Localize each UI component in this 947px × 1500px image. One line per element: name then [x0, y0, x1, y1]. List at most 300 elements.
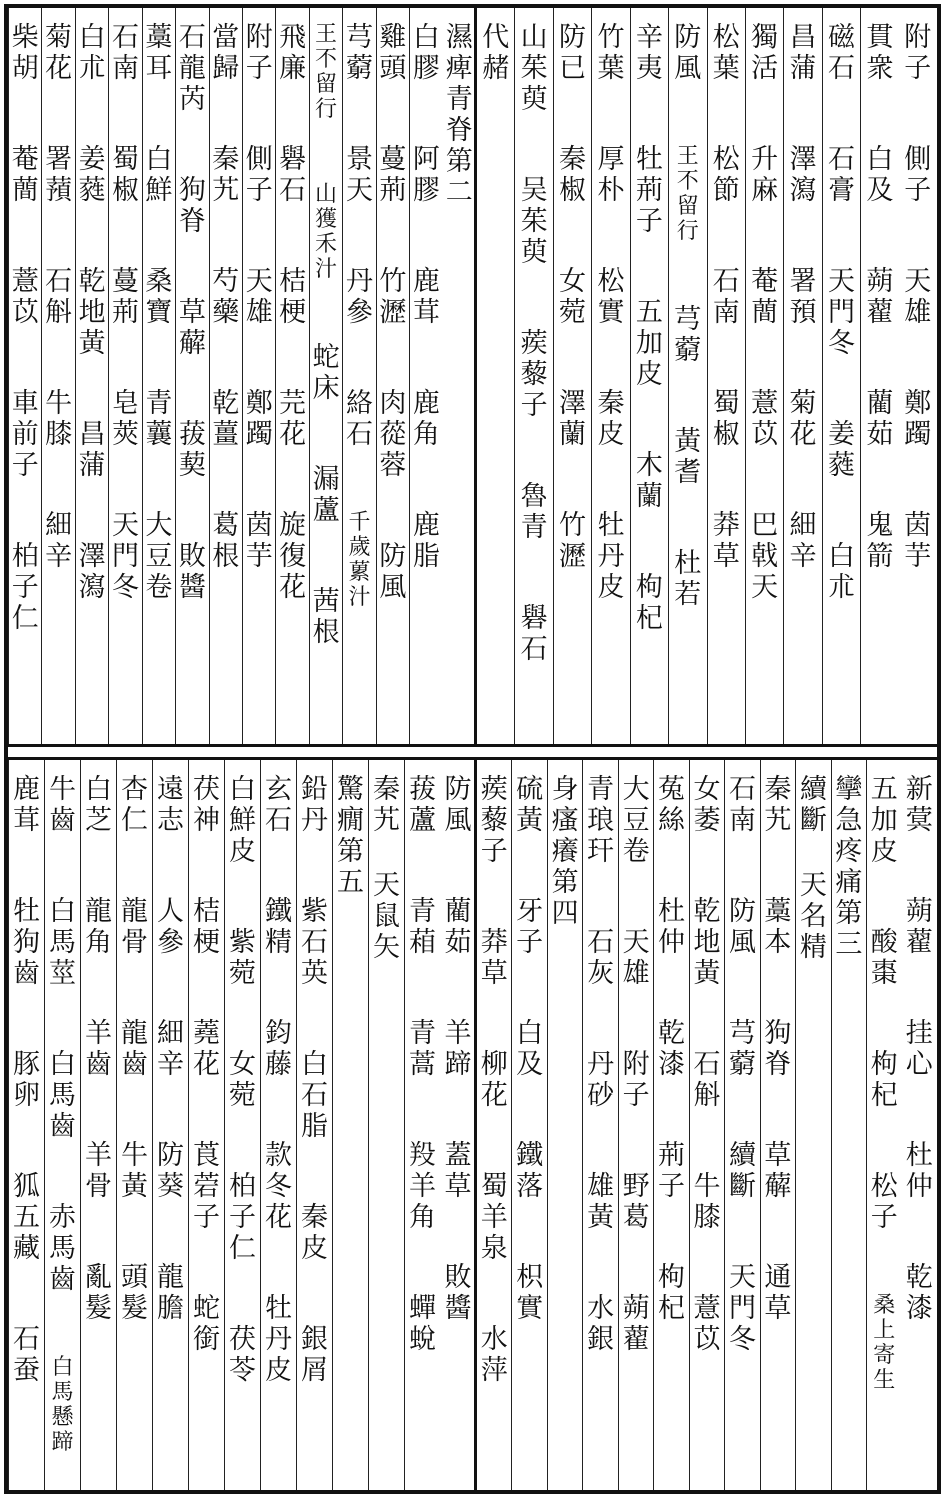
glyph: 加 [635, 328, 663, 359]
glyph: 精 [799, 932, 827, 963]
glyph: 膽 [157, 1293, 184, 1324]
glyph: 蓋 [444, 1140, 472, 1171]
entry-gap [326, 404, 327, 464]
glyph: 杞 [870, 1080, 898, 1111]
entry-gap [392, 84, 393, 144]
glyph: 白 [827, 541, 855, 572]
glyph: 柳 [480, 1049, 508, 1080]
glyph: 子 [904, 53, 932, 84]
glyph: 阿 [412, 144, 440, 175]
entry-gap [278, 958, 279, 1018]
glyph: 丹 [265, 1324, 292, 1355]
glyph: 瀉 [789, 175, 817, 206]
glyph: 牡 [265, 1293, 292, 1324]
glyph: 竹 [379, 266, 407, 297]
glyph: 杜 [674, 548, 702, 579]
entry-gap [917, 206, 918, 266]
glyph: 羊 [85, 1140, 112, 1171]
glyph: 芎 [674, 304, 702, 335]
entry-gap [649, 390, 650, 450]
glyph: 澤 [789, 144, 817, 175]
entry-gap [359, 328, 360, 388]
glyph: 南 [712, 297, 740, 328]
glyph: 蟬 [409, 1293, 436, 1324]
bottom-center-fold-line [474, 760, 477, 1490]
entry-gap [158, 206, 159, 266]
glyph: 細 [45, 510, 73, 541]
glyph: 根 [212, 541, 240, 572]
text-column [8, 760, 44, 1490]
entry-gap [917, 328, 918, 388]
entry-gap [458, 958, 459, 1018]
glyph: 水 [480, 1324, 508, 1355]
glyph: 花 [279, 572, 307, 603]
text-column [332, 760, 368, 1490]
glyph: 琅 [587, 805, 615, 836]
entry-gap [242, 1264, 243, 1324]
text-column [745, 8, 783, 744]
entry-gap [426, 328, 427, 388]
glyph: 杜 [658, 896, 686, 927]
bottom-right-page [476, 760, 937, 1490]
bottom-left-page [8, 760, 476, 1490]
glyph: 松 [870, 1171, 898, 1202]
glyph: 莢 [112, 419, 139, 450]
entry-gap [326, 282, 327, 342]
glyph: 辛 [157, 1049, 184, 1080]
entry-gap [494, 989, 495, 1049]
entry-gap [192, 359, 193, 419]
glyph: 節 [712, 175, 740, 206]
glyph: 行 [315, 97, 338, 122]
glyph: 王 [676, 144, 699, 169]
glyph: 菪 [193, 1171, 220, 1202]
text-column [275, 8, 308, 744]
glyph: 子 [635, 206, 663, 237]
glyph: 復 [279, 541, 307, 572]
entry-gap [25, 206, 26, 266]
glyph: 茯 [193, 774, 220, 805]
glyph: 天 [827, 266, 855, 297]
glyph: 石 [13, 1324, 40, 1355]
glyph: 子 [520, 390, 548, 421]
text-column [822, 8, 860, 744]
glyph: 女 [559, 266, 587, 297]
glyph: 天 [112, 510, 139, 541]
entry-gap [764, 450, 765, 510]
glyph: 山 [315, 182, 338, 207]
glyph: 髮 [85, 1293, 112, 1324]
glyph: 通 [764, 1262, 792, 1293]
glyph: 皮 [229, 836, 256, 867]
entry-gap [62, 1295, 63, 1355]
text-column [899, 8, 937, 744]
glyph: 馬 [51, 1380, 74, 1405]
text-column [514, 8, 552, 744]
entry-gap [26, 1264, 27, 1324]
glyph: 龍 [157, 1262, 184, 1293]
glyph: 實 [516, 1293, 544, 1324]
glyph: 鼠 [373, 901, 400, 932]
glyph: 姜 [78, 144, 106, 175]
glyph: 寶 [145, 297, 173, 328]
entry-gap [534, 421, 535, 481]
glyph: 廉 [279, 53, 307, 84]
glyph: 本 [764, 927, 792, 958]
entry-gap [706, 1233, 707, 1293]
text-column [142, 8, 175, 744]
glyph: 天 [245, 266, 273, 297]
glyph: 骨 [85, 1171, 112, 1202]
glyph: 木 [635, 450, 663, 481]
glyph: 茵 [904, 510, 932, 541]
entry-gap [426, 84, 427, 144]
glyph: 菀 [559, 297, 587, 328]
text-column [175, 8, 208, 744]
glyph: 厚 [597, 144, 625, 175]
glyph: 行 [676, 219, 699, 244]
glyph: 石 [301, 927, 328, 958]
text-column [116, 760, 152, 1490]
glyph: 白 [229, 774, 256, 805]
glyph: 礜 [520, 603, 548, 634]
glyph: 枳 [516, 1262, 544, 1293]
glyph: 實 [597, 297, 625, 328]
glyph: 銀 [301, 1324, 328, 1355]
entry-gap [610, 328, 611, 388]
entry-gap [62, 836, 63, 896]
entry-gap [803, 206, 804, 266]
glyph: 箭 [866, 541, 894, 572]
glyph: 卷 [622, 836, 650, 867]
glyph: 蕳 [751, 297, 779, 328]
glyph: 花 [789, 419, 817, 450]
glyph: 龍 [121, 1018, 148, 1049]
entry-gap [917, 84, 918, 144]
glyph: 鮮 [229, 805, 256, 836]
entry-gap [919, 836, 920, 896]
entry-gap [600, 989, 601, 1049]
glyph: 皮 [301, 1233, 328, 1264]
entry-gap [170, 1202, 171, 1262]
text-column [44, 760, 80, 1490]
glyph: 杞 [658, 1293, 686, 1324]
glyph: 續 [799, 774, 827, 805]
glyph: 防 [728, 896, 756, 927]
title-glyph: 第 [835, 898, 863, 929]
glyph: 瀝 [559, 541, 587, 572]
glyph: 屑 [301, 1355, 328, 1386]
title-glyph: 痛 [835, 867, 863, 898]
glyph: 蔂 [348, 560, 371, 585]
entry-gap [841, 84, 842, 144]
entry-gap [649, 512, 650, 572]
glyph: 葙 [409, 927, 436, 958]
glyph: 昌 [789, 22, 817, 53]
glyph: 雄 [587, 1171, 615, 1202]
glyph: 龍 [85, 896, 112, 927]
glyph: 頭 [379, 53, 407, 84]
entry-gap [777, 958, 778, 1018]
entry-gap [919, 1080, 920, 1140]
glyph: 蜀 [112, 144, 139, 175]
glyph: 蘭 [559, 419, 587, 450]
glyph: 白 [85, 774, 112, 805]
glyph: 天 [904, 266, 932, 297]
glyph: 夷 [635, 53, 663, 84]
glyph: 枸 [635, 572, 663, 603]
glyph: 心 [905, 1049, 933, 1080]
glyph: 鐵 [265, 896, 292, 927]
glyph: 豚 [13, 1049, 40, 1080]
glyph: 藭 [346, 53, 373, 84]
text-column [440, 760, 476, 1490]
entry-gap [314, 989, 315, 1049]
glyph: 吴 [520, 175, 548, 206]
entry-gap [92, 206, 93, 266]
glyph: 黃 [693, 958, 721, 989]
entry-gap [422, 1080, 423, 1140]
glyph: 床 [312, 373, 340, 404]
glyph: 椒 [712, 419, 740, 450]
title-glyph: 四 [551, 898, 579, 929]
entry-gap [278, 836, 279, 896]
glyph: 亂 [85, 1262, 112, 1293]
entry-gap [803, 84, 804, 144]
entry-gap [636, 1233, 637, 1293]
text-column [80, 760, 116, 1490]
entry-gap [58, 450, 59, 510]
entry-gap [206, 1233, 207, 1293]
entry-gap [706, 1111, 707, 1171]
glyph: 黃 [121, 1171, 148, 1202]
text-column [689, 760, 724, 1490]
glyph: 秦 [559, 144, 587, 175]
glyph: 加 [870, 805, 898, 836]
entry-gap [919, 1202, 920, 1262]
glyph: 側 [904, 144, 932, 175]
entry-gap [242, 867, 243, 927]
entry-gap [777, 836, 778, 896]
glyph: 蒺 [480, 774, 508, 805]
entry-gap [26, 1111, 27, 1171]
glyph: 前 [11, 419, 39, 450]
glyph: 灰 [587, 958, 615, 989]
glyph: 朮 [827, 572, 855, 603]
glyph: 桑 [873, 1293, 896, 1318]
entry-gap [426, 450, 427, 510]
glyph: 千 [348, 510, 371, 535]
glyph: 汁 [315, 257, 338, 282]
glyph: 蒿 [409, 1049, 436, 1080]
glyph: 冬 [112, 572, 139, 603]
text-column [75, 8, 108, 744]
glyph: 麻 [751, 175, 779, 206]
glyph: 巴 [751, 510, 779, 541]
glyph: 皮 [265, 1355, 292, 1386]
title-glyph: 瘙 [551, 805, 579, 836]
text-column [242, 8, 275, 744]
glyph: 牡 [13, 896, 40, 927]
glyph: 乾 [693, 896, 721, 927]
glyph: 蔓 [112, 266, 139, 297]
glyph: 萸 [520, 237, 548, 268]
entry-gap [764, 84, 765, 144]
glyph: 桔 [279, 266, 307, 297]
glyph: 荊 [658, 1140, 686, 1171]
glyph: 膠 [412, 175, 440, 206]
glyph: 藜 [520, 359, 548, 390]
entry-gap [884, 1111, 885, 1171]
entry-gap [170, 958, 171, 1018]
glyph: 寄 [873, 1343, 896, 1368]
glyph: 杏 [121, 774, 148, 805]
entry-gap [125, 84, 126, 144]
glyph: 秦 [301, 1202, 328, 1233]
entry-gap [636, 867, 637, 927]
entry-gap [225, 450, 226, 510]
title-glyph: 第 [551, 867, 579, 898]
entry-gap [170, 836, 171, 896]
entry-gap [534, 268, 535, 328]
entry-gap [134, 1080, 135, 1140]
glyph: 天 [346, 175, 373, 206]
glyph: 英 [301, 958, 328, 989]
text-column [630, 8, 668, 744]
glyph: 蜀 [480, 1171, 508, 1202]
glyph: 礜 [279, 144, 307, 175]
text-column [309, 8, 342, 744]
glyph: 頭 [121, 1262, 148, 1293]
entry-gap [529, 836, 530, 896]
glyph: 青 [409, 1018, 436, 1049]
glyph: 天 [751, 572, 779, 603]
glyph: 防 [559, 22, 587, 53]
entry-gap [422, 836, 423, 896]
glyph: 瀝 [379, 297, 407, 328]
text-column [209, 8, 242, 744]
glyph: 野 [622, 1171, 650, 1202]
entry-gap [458, 1080, 459, 1140]
glyph: 葛 [212, 510, 240, 541]
glyph: 磁 [827, 22, 855, 53]
glyph: 升 [751, 144, 779, 175]
glyph: 子 [11, 572, 39, 603]
glyph: 禾 [315, 232, 338, 257]
glyph: 耳 [145, 53, 173, 84]
glyph: 子 [229, 1202, 256, 1233]
glyph: 門 [112, 541, 139, 572]
glyph: 芍 [212, 266, 240, 297]
glyph: 齒 [13, 958, 40, 989]
glyph: 衆 [866, 53, 894, 84]
glyph: 五 [870, 774, 898, 805]
entry-gap [884, 867, 885, 927]
glyph: 根 [312, 617, 340, 648]
glyph: 藋 [866, 297, 894, 328]
glyph: 茸 [13, 805, 40, 836]
glyph: 萍 [480, 1355, 508, 1386]
entry-gap [192, 115, 193, 175]
glyph: 藋 [622, 1324, 650, 1355]
glyph: 五 [13, 1202, 40, 1233]
glyph: 不 [315, 47, 338, 72]
glyph: 羊 [85, 1018, 112, 1049]
glyph: 防 [379, 541, 407, 572]
entry-gap [58, 206, 59, 266]
entry-gap [884, 989, 885, 1049]
glyph: 白 [866, 144, 894, 175]
glyph: 艽 [373, 805, 400, 836]
glyph: 醬 [178, 572, 206, 603]
glyph: 署 [789, 266, 817, 297]
glyph: 秦 [764, 774, 792, 805]
glyph: 青 [145, 388, 173, 419]
entry-gap [610, 206, 611, 266]
glyph: 落 [516, 1171, 544, 1202]
title-glyph: 疼 [835, 836, 863, 867]
glyph: 黃 [516, 805, 544, 836]
glyph: 藺 [866, 388, 894, 419]
entry-gap [879, 206, 880, 266]
glyph: 女 [693, 774, 721, 805]
glyph: 梗 [279, 297, 307, 328]
glyph: 竹 [559, 510, 587, 541]
entry-gap [292, 206, 293, 266]
glyph: 荊 [112, 297, 139, 328]
glyph: 冬 [265, 1171, 292, 1202]
glyph: 秦 [212, 144, 240, 175]
glyph: 黃 [78, 328, 106, 359]
glyph: 牡 [635, 144, 663, 175]
entry-gap [62, 989, 63, 1049]
entry-gap [879, 84, 880, 144]
glyph: 牙 [516, 896, 544, 927]
text-column [41, 8, 74, 744]
entry-gap [392, 206, 393, 266]
glyph: 子 [11, 450, 39, 481]
entry-gap [671, 836, 672, 896]
glyph: 白 [145, 144, 173, 175]
glyph: 花 [193, 1049, 220, 1080]
entry-gap [26, 836, 27, 896]
text-column [760, 760, 795, 1490]
glyph: 薑 [212, 419, 240, 450]
glyph: 仁 [11, 603, 39, 634]
glyph: 漆 [658, 1049, 686, 1080]
glyph: 椒 [559, 175, 587, 206]
glyph: 石 [346, 419, 373, 450]
entry-gap [458, 836, 459, 896]
entry-gap [25, 328, 26, 388]
glyph: 菀 [229, 958, 256, 989]
entry-gap [206, 836, 207, 896]
glyph: 茜 [312, 586, 340, 617]
entry-gap [742, 1202, 743, 1262]
glyph: 白 [412, 22, 440, 53]
glyph: 馬 [49, 1233, 76, 1264]
glyph: 南 [112, 53, 139, 84]
glyph: 風 [674, 53, 702, 84]
glyph: 萸 [520, 84, 548, 115]
glyph: 羊 [409, 1171, 436, 1202]
glyph: 菴 [751, 266, 779, 297]
glyph: 齒 [49, 1111, 76, 1142]
entry-gap [884, 1233, 885, 1293]
title-glyph: 第 [445, 146, 473, 177]
glyph: 挂 [905, 1018, 933, 1049]
glyph: 白 [51, 1355, 74, 1380]
